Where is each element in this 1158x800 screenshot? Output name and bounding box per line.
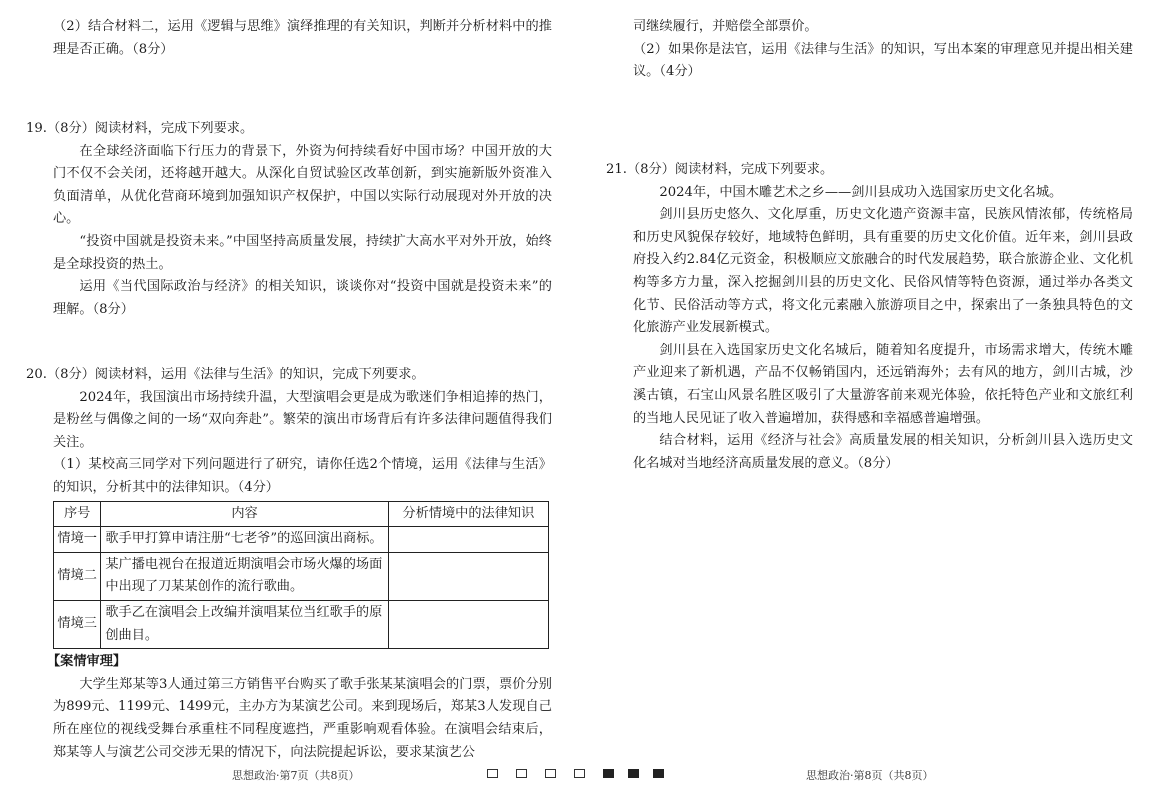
left-page-footer: 思想政治·第7页（共8页） <box>232 769 360 782</box>
square-outline-icon <box>574 769 585 778</box>
table-row <box>54 527 549 553</box>
q20-part1: （1）某校高三同学对下列问题进行了研究，请你任选2个情境，运用《法律与生活》的知识，分析其中的法律知识。（4分） <box>53 457 552 495</box>
page-marks <box>487 769 678 778</box>
table-header-row <box>54 501 549 527</box>
q19-paragraph-3: 运用《当代国际政治与经济》的相关知识，谈谈你对“投资中国就是投资未来”的理解。（8分） <box>53 279 552 317</box>
q20-part2: （2）如果你是法官，运用《法律与生活》的知识，写出本案的审理意见并提出相关建议。（4分） <box>633 41 1133 80</box>
analysis-cell[interactable] <box>388 527 548 553</box>
square-filled-icon <box>603 769 614 778</box>
q19-paragraph-1: 在全球经济面临下行压力的背景下，外资为何持续看好中国市场？中国开放的大门不仅不会关闭，还将越开越大。从深化自贸试验区改革创新，到实施新版外资准入负面清单，从优化营商环境到加强知识产权保护，中国以实际行动展现对外开放的决心。 <box>53 143 552 227</box>
table-header-analysis: 分析情境中的法律知识 <box>388 501 548 527</box>
q19-heading: 19.（8分）阅读材料，完成下列要求。 <box>26 121 254 136</box>
scenario-content: 某广播电视台在报道近期演唱会市场火爆的场面中出现了刀某某创作的流行歌曲。 <box>101 552 388 600</box>
q21-paragraph-2: 剑川县历史悠久、文化厚重，历史文化遗产资源丰富，民族风情浓郁，传统格局和历史风貌保存较好，地域特色鲜明，具有重要的历史文化价值。近年来，剑川县政府投入约2.84亿元资金，积极顺应文旅融合的时代发展趋势，联合旅游企业、文化机构等多方力量，深入挖掘剑川县的历史文化、民俗风情等特色资源，通过举办各类文化节、民俗活动等方式，将文化元素融入旅游项目之中，探索出了一条独具特色的文化旅游产业发展新模式。 <box>633 207 1133 336</box>
table-header-index: 序号 <box>54 501 101 527</box>
case-continuation: 司继续履行，并赔偿全部票价。 <box>633 19 818 34</box>
case-title: 【案情审理】 <box>47 654 127 670</box>
scenario-content: 歌手甲打算申请注册“七老爷”的巡回演出商标。 <box>101 527 388 553</box>
square-outline-icon <box>516 769 527 778</box>
table-row <box>54 600 549 648</box>
scenario-table <box>53 501 549 650</box>
square-outline-icon <box>487 769 498 778</box>
scenario-content: 歌手乙在演唱会上改编并演唱某位当红歌手的原创曲目。 <box>101 600 388 648</box>
q18-part2: （2）结合材料二，运用《逻辑与思维》演绎推理的有关知识，判断并分析材料中的推理是否正确。（8分） <box>53 19 552 57</box>
table-header-content: 内容 <box>101 501 388 527</box>
scenario-label: 情境一 <box>54 527 101 553</box>
q21-paragraph-3: 剑川县在入选国家历史文化名城后，随着知名度提升，市场需求增大，传统木雕产业迎来了新机遇，产品不仅畅销国内，还远销海外；去有风的地方，剑川古城，沙溪古镇，石宝山风景名胜区吸引了大量游客前来观光体验，依托特色产业和文旅红利的当地人民见证了收入普遍增加，获得感和幸福感普遍增强。 <box>633 342 1133 426</box>
q21-heading: 21.（8分）阅读材料，完成下列要求。 <box>606 162 834 177</box>
table-row <box>54 552 549 600</box>
case-text: 大学生郑某等3人通过第三方销售平台购买了歌手张某某演唱会的门票，票价分别为899元、1199元、1499元，主办方为某演艺公司。来到现场后，郑某3人发现自己所在座位的视线受舞台承重柱不同程度遮挡，严重影响观看体验。在演唱会结束后，郑某等人与演艺公司交涉无果的情况下，向法院提起诉讼，要求某演艺公 <box>53 676 552 760</box>
question-20 <box>26 364 552 764</box>
analysis-cell[interactable] <box>388 600 548 648</box>
analysis-cell[interactable] <box>388 552 548 600</box>
scenario-label: 情境二 <box>54 552 101 600</box>
q20-heading: 20.（8分）阅读材料，运用《法律与生活》的知识，完成下列要求。 <box>26 367 425 382</box>
square-filled-icon <box>628 769 639 778</box>
question-21 <box>606 159 1133 475</box>
square-outline-icon <box>545 769 556 778</box>
q20-paragraph-1: 2024年，我国演出市场持续升温，大型演唱会更是成为歌迷们争相追捧的热门，是粉丝与偶像之间的一场“双向奔赴”。繁荣的演出市场背后有许多法律问题值得我们关注。 <box>53 389 552 450</box>
q19-paragraph-2: “投资中国就是投资未来。”中国坚持高质量发展，持续扩大高水平对外开放，始终是全球投资的热土。 <box>53 233 552 272</box>
square-filled-icon <box>653 769 664 778</box>
scenario-label: 情境三 <box>54 600 101 648</box>
question-19 <box>26 118 552 321</box>
q21-paragraph-4: 结合材料，运用《经济与社会》高质量发展的相关知识，分析剑川县入选历史文化名城对当地经济高质量发展的意义。（8分） <box>633 433 1133 471</box>
q21-paragraph-1: 2024年，中国木雕艺术之乡——剑川县成功入选国家历史文化名城。 <box>659 184 1063 200</box>
right-page-footer: 思想政治·第8页（共8页） <box>806 769 934 782</box>
